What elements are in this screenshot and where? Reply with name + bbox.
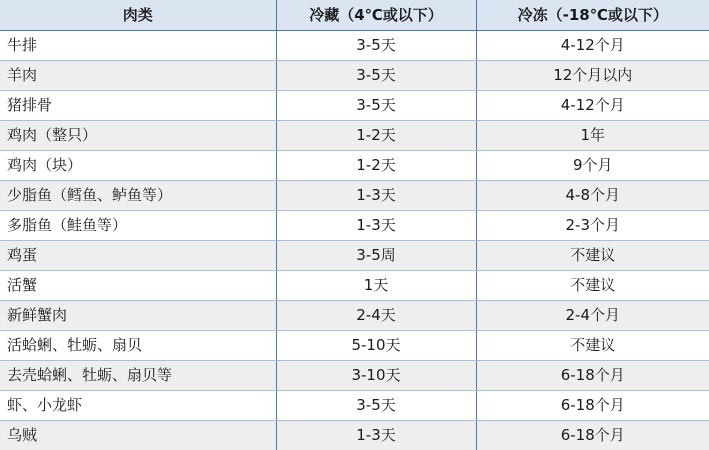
cell-frozen: 4-12个月 (476, 91, 709, 121)
table-row (0, 331, 709, 361)
table-row (0, 301, 709, 331)
cell-refrigerated: 1-3天 (276, 421, 476, 450)
table-row (0, 361, 709, 391)
cell-meat-type: 去壳蛤蜊、牡蛎、扇贝等 (0, 361, 276, 391)
cell-frozen: 不建议 (476, 331, 709, 361)
cell-refrigerated: 1-2天 (276, 151, 476, 181)
table-row (0, 91, 709, 121)
cell-refrigerated: 1天 (276, 271, 476, 301)
table-row (0, 421, 709, 450)
table-row (0, 151, 709, 181)
cell-meat-type: 新鲜蟹肉 (0, 301, 276, 331)
table-row (0, 61, 709, 91)
cell-frozen: 不建议 (476, 271, 709, 301)
cell-frozen: 12个月以内 (476, 61, 709, 91)
cell-meat-type: 活蟹 (0, 271, 276, 301)
cell-refrigerated: 2-4天 (276, 301, 476, 331)
table-row (0, 121, 709, 151)
cell-meat-type: 鸡肉（块） (0, 151, 276, 181)
cell-refrigerated: 1-3天 (276, 211, 476, 241)
cell-meat-type: 少脂鱼（鳕鱼、鲈鱼等） (0, 181, 276, 211)
table-header-row (0, 0, 709, 31)
table-row (0, 181, 709, 211)
cell-meat-type: 鸡蛋 (0, 241, 276, 271)
cell-frozen: 9个月 (476, 151, 709, 181)
cell-meat-type: 多脂鱼（鲑鱼等） (0, 211, 276, 241)
table-body (0, 31, 709, 450)
table-row (0, 211, 709, 241)
cell-frozen: 6-18个月 (476, 391, 709, 421)
cell-refrigerated: 1-3天 (276, 181, 476, 211)
table-row (0, 241, 709, 271)
cell-meat-type: 乌贼 (0, 421, 276, 450)
cell-meat-type: 虾、小龙虾 (0, 391, 276, 421)
cell-refrigerated: 5-10天 (276, 331, 476, 361)
cell-frozen: 4-12个月 (476, 31, 709, 61)
cell-refrigerated: 3-5周 (276, 241, 476, 271)
cell-meat-type: 猪排骨 (0, 91, 276, 121)
cell-meat-type: 牛排 (0, 31, 276, 61)
table-header (0, 0, 709, 31)
table-row (0, 31, 709, 61)
cell-refrigerated: 3-5天 (276, 91, 476, 121)
cell-frozen: 2-4个月 (476, 301, 709, 331)
cell-refrigerated: 3-5天 (276, 61, 476, 91)
column-header-meat-type: 肉类 (0, 0, 276, 31)
cell-refrigerated: 3-10天 (276, 361, 476, 391)
table-row (0, 391, 709, 421)
cell-meat-type: 羊肉 (0, 61, 276, 91)
cell-frozen: 2-3个月 (476, 211, 709, 241)
cell-frozen: 6-18个月 (476, 421, 709, 450)
cell-frozen: 1年 (476, 121, 709, 151)
cell-refrigerated: 3-5天 (276, 31, 476, 61)
column-header-frozen: 冷冻（-18℃或以下） (476, 0, 709, 31)
column-header-refrigerated: 冷藏（4℃或以下） (276, 0, 476, 31)
cell-meat-type: 活蛤蜊、牡蛎、扇贝 (0, 331, 276, 361)
cell-frozen: 6-18个月 (476, 361, 709, 391)
cell-frozen: 4-8个月 (476, 181, 709, 211)
cell-refrigerated: 3-5天 (276, 391, 476, 421)
table-row (0, 271, 709, 301)
cell-frozen: 不建议 (476, 241, 709, 271)
cell-meat-type: 鸡肉（整只） (0, 121, 276, 151)
cell-refrigerated: 1-2天 (276, 121, 476, 151)
